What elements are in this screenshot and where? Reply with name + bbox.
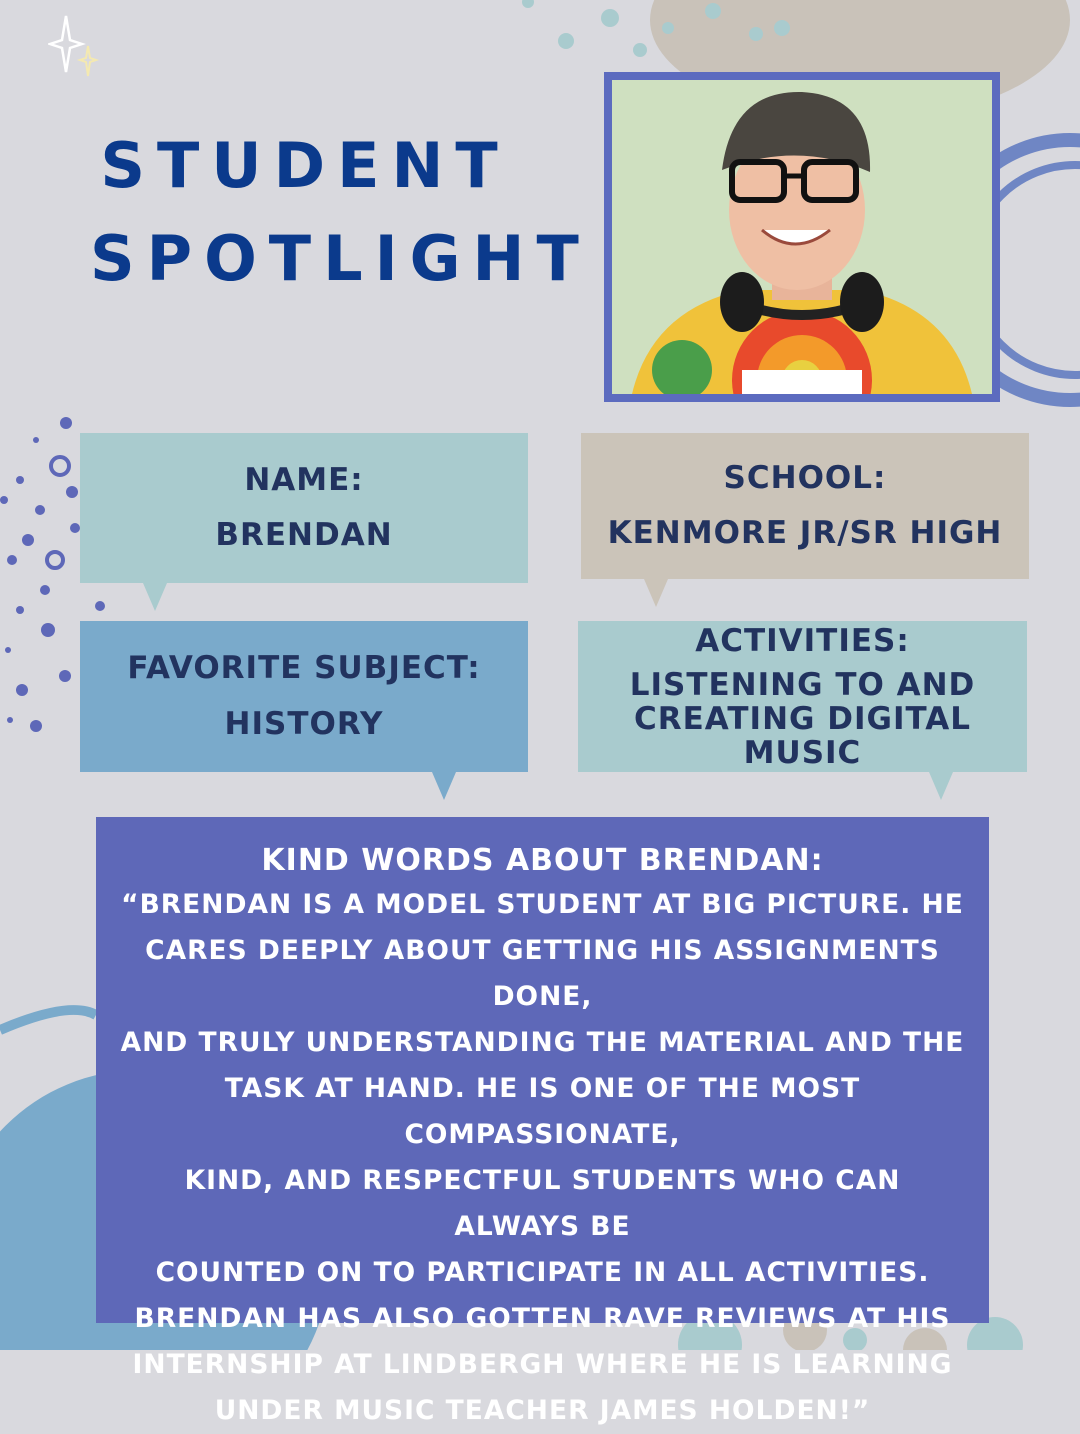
name-card-tail xyxy=(143,583,167,611)
kind-words-line: TASK AT HAND. HE IS ONE OF THE MOST COMPASSIONATE, xyxy=(224,1073,861,1150)
favorite-subject-label: FAVORITE SUBJECT: xyxy=(127,650,481,687)
kind-words-title: KIND WORDS ABOUT BRENDAN: xyxy=(261,843,824,878)
name-label: NAME: xyxy=(244,461,364,498)
school-card xyxy=(581,433,1029,579)
sparkle-icon xyxy=(48,12,104,84)
kind-words-line: CARES DEEPLY ABOUT GETTING HIS ASSIGNMENTS DONE, xyxy=(145,935,940,1012)
favorite-subject-card xyxy=(80,621,528,772)
name-card xyxy=(80,433,528,583)
kind-words-line: KIND, AND RESPECTFUL STUDENTS WHO CAN ALWAYS BE xyxy=(184,1165,901,1242)
school-card-tail xyxy=(644,579,668,607)
kind-words-line: BRENDAN HAS ALSO GOTTEN RAVE REVIEWS AT HIS xyxy=(134,1303,951,1334)
activities-label: ACTIVITIES: xyxy=(695,622,910,659)
page-title-line1: STUDENT xyxy=(100,129,510,202)
kind-words-line: “BRENDAN IS A MODEL STUDENT AT BIG PICTURE. HE xyxy=(121,889,964,920)
photo-frame xyxy=(604,72,1000,402)
kind-words-panel xyxy=(96,817,989,1426)
favorite-subject-value: HISTORY xyxy=(224,705,384,742)
activities-card xyxy=(578,621,1027,772)
kind-words-line: INTERNSHIP AT LINDBERGH WHERE HE IS LEARNING xyxy=(132,1349,953,1380)
kind-words-body xyxy=(120,882,965,1434)
favorite-subject-card-tail xyxy=(432,772,456,800)
activities-value-line1: LISTENING TO AND xyxy=(629,666,976,703)
student-portrait-icon xyxy=(612,80,992,394)
page-title-line2: SPOTLIGHT xyxy=(90,222,591,295)
activities-value-line2: CREATING DIGITAL MUSIC xyxy=(634,701,971,772)
school-label: SCHOOL: xyxy=(723,459,887,496)
kind-words-line: COUNTED ON TO PARTICIPATE IN ALL ACTIVITIES. xyxy=(155,1257,930,1288)
kind-words-line: AND TRULY UNDERSTANDING THE MATERIAL AND THE xyxy=(120,1027,965,1058)
activities-card-tail xyxy=(929,772,953,800)
kind-words-line: UNDER MUSIC TEACHER JAMES HOLDEN!” xyxy=(214,1395,871,1426)
school-value: KENMORE JR/SR HIGH xyxy=(607,515,1003,551)
name-value: BRENDAN xyxy=(215,517,393,553)
